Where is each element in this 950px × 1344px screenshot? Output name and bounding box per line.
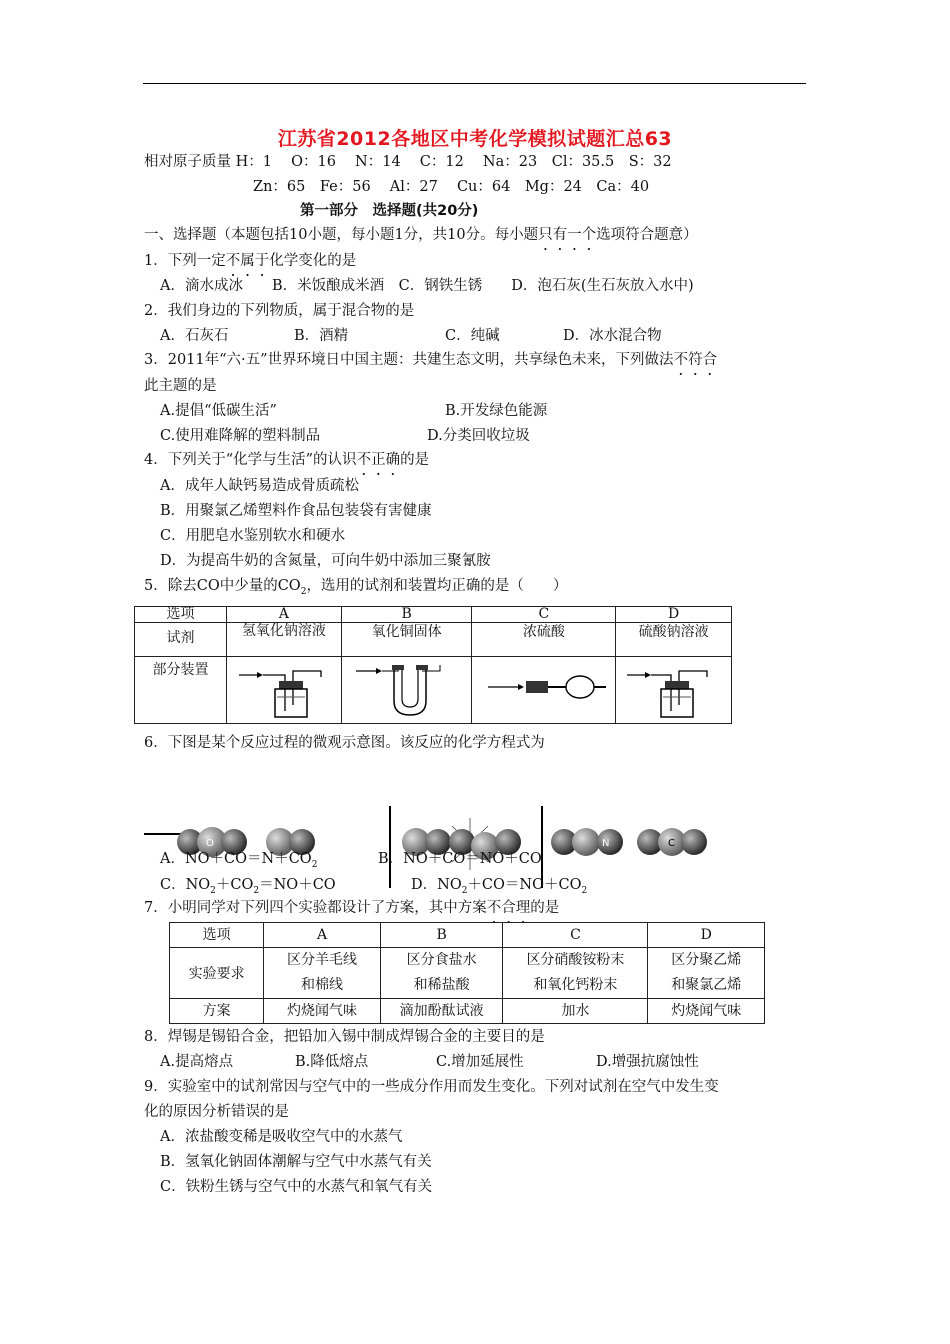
section1-intro (144, 225, 698, 245)
q7-col-c: C (503, 923, 648, 948)
q7-header-option: 选项 (170, 923, 264, 948)
q7-plan-a: 灼烧闻气味 (264, 999, 381, 1024)
q2-option-b: B．酒精 (294, 328, 349, 344)
q5-device-d (616, 657, 732, 724)
q9-option-c: C．铁粉生锈与空气中的水蒸气和氧气有关 (160, 1179, 433, 1195)
q1-options: A．滴水成冰 B．米饭酿成米酒 C．钢铁生锈 D．泡石灰(生石灰放入水中) (160, 278, 694, 294)
part1-heading: 第一部分 选择题(共20分) (300, 203, 479, 219)
q7-stem-a: 7．小明同学对下列四个实验都设计了方案，其中方案 (144, 900, 487, 916)
q7-col-a: A (264, 923, 381, 948)
q9-stem-1: 9．实验室中的试剂常因与空气中的一些成分作用而发生变化。下列对试剂在空气中发生变 (144, 1079, 719, 1095)
q4-option-a: A．成年人缺钙易造成骨质疏松 (160, 478, 359, 494)
q5-row-reagent-label: 试剂 (135, 623, 227, 657)
q3-option-b: B.开发绿色能源 (445, 403, 548, 419)
q5-col-d: D (616, 607, 732, 623)
section1-intro-b: 选项符合题意） (596, 227, 698, 243)
q7-req-c-1: 区分硝酸铵粉末 (526, 952, 625, 968)
q6-option-d (411, 875, 587, 901)
q6-d-post: ＋CO＝NO＋CO (467, 877, 582, 893)
emphasis-char: 一 (567, 227, 582, 243)
q7-table (169, 922, 765, 1024)
q6-d-sub2: 2 (581, 885, 588, 896)
q8-option-d: D.增强抗腐蚀性 (596, 1054, 699, 1070)
q7-req-b (380, 948, 503, 999)
q7-stem (144, 898, 559, 918)
emphasis-char: 合 (501, 900, 516, 916)
q6-c-pre: C．NO (160, 877, 211, 893)
emphasis-char: 于 (254, 253, 270, 269)
q5-device-b (341, 657, 472, 724)
q7-req-d-1: 区分聚乙烯 (671, 952, 742, 968)
emphasis-char: 不 (225, 253, 241, 269)
gas-washing-bottle-icon (229, 657, 339, 719)
page-title: 江苏省2012各地区中考化学模拟试题汇总63 (277, 128, 673, 150)
emphasis-char: 个 (581, 227, 597, 243)
q7-req-d-2: 和聚氯乙烯 (671, 977, 742, 993)
q4-stem-dots (357, 452, 401, 468)
q7-col-d: D (648, 923, 765, 948)
header-rule (143, 83, 806, 84)
q2-option-c: C．纯碱 (445, 328, 500, 344)
q5-stem-a: 5．除去CO中少量的CO (144, 578, 301, 594)
q6-option-b: B．NO＋CO＝NO＋CO (378, 851, 542, 867)
q7-plan-c: 加水 (503, 999, 648, 1024)
q7-req-a (264, 948, 381, 999)
q9-stem-2: 化的原因分析错误的是 (144, 1104, 289, 1120)
q2-option-a: A．石灰石 (160, 328, 229, 344)
q7-plan-b: 滴加酚酞试液 (380, 999, 503, 1024)
q3-stem-a: 3．2011年“六·五”世界环境日中国主题：共建生态文明，共享绿色未来，下列做法 (144, 352, 674, 368)
section1-intro-dots (538, 227, 596, 243)
drying-tube-icon (474, 657, 614, 719)
q2-stem: 2．我们身边的下列物质，属于混合物的是 (144, 303, 415, 319)
emphasis-char: 属 (240, 253, 255, 269)
q5-reagent-d: 硫酸钠溶液 (616, 623, 732, 657)
emphasis-char: 确 (385, 452, 401, 468)
q7-req-c-2: 和氧化钙粉末 (533, 977, 618, 993)
q6-option-a (160, 849, 317, 875)
q5-table (134, 606, 732, 724)
q5-device-c (472, 657, 616, 724)
q5-reagent-a: 氢氧化钠溶液 (226, 623, 341, 657)
q5-stem-sub: 2 (300, 586, 307, 597)
q6-option-a-sub: 2 (311, 859, 318, 870)
q5-reagent-b: 氧化铜固体 (341, 623, 472, 657)
q3-option-a: A.提倡“低碳生活” (160, 403, 277, 419)
q5-device-a (226, 657, 341, 724)
q5-row-device-label: 部分装置 (135, 657, 227, 724)
q3-stem-cont: 此主题的是 (144, 378, 217, 394)
q5-stem-b: ，选用的试剂和装置均正确的是（ ） (306, 578, 568, 594)
q3-option-d: D.分类回收垃圾 (427, 428, 530, 444)
q6-stem: 6．下图是某个反应过程的微观示意图。该反应的化学方程式为 (144, 735, 545, 751)
q1-stem-b: 化学变化的是 (269, 253, 357, 269)
q4-option-b: B．用聚氯乙烯塑料作食品包装袋有害健康 (160, 503, 432, 519)
q4-option-d: D．为提高牛奶的含氮量，可向牛奶中添加三聚氰胺 (160, 553, 491, 569)
q4-stem-b: 的是 (400, 452, 430, 468)
q7-stem-b: 的是 (530, 900, 560, 916)
emphasis-char: 正 (371, 452, 386, 468)
q7-req-a-1: 区分羊毛线 (287, 952, 358, 968)
q4-stem (144, 450, 429, 470)
emphasis-char: 不 (486, 900, 502, 916)
q7-plan-d: 灼烧闻气味 (648, 999, 765, 1024)
section1-intro-emphasis (538, 227, 596, 243)
q7-req-d (648, 948, 765, 999)
u-tube-icon (344, 657, 470, 719)
q4-stem-a: 4．下列关于“化学与生活”的认识 (144, 452, 357, 468)
q5-col-a: A (226, 607, 341, 623)
atom-label-o: O (206, 838, 214, 849)
q9-option-a: A．浓盐酸变稀是吸收空气中的水蒸气 (160, 1129, 403, 1145)
emphasis-char: 符 (688, 352, 703, 368)
q6-option-a-text: A．NO＋CO＝N＋CO (160, 851, 312, 867)
q5-reagent-c: 浓硫酸 (472, 623, 616, 657)
q6-option-c (160, 875, 336, 901)
q8-option-a: A.提高熔点 (160, 1054, 234, 1070)
atom-label-n: N (602, 838, 610, 849)
q7-row-plan-label: 方案 (170, 999, 264, 1024)
q7-row-req-label: 实验要求 (170, 948, 264, 999)
q7-req-b-1: 区分食盐水 (406, 952, 477, 968)
atomic-mass-line-1: 相对原子质量 H：1 O：16 N：14 C：12 Na：23 Cl：35.5 S：32 (144, 154, 672, 170)
q6-c-sub2: 2 (253, 885, 260, 896)
q4-option-c: C．用肥皂水鉴别软水和硬水 (160, 528, 346, 544)
atomic-mass-line-2: Zn：65 Fe：56 Al：27 Cu：64 Mg：24 Ca：40 (253, 179, 650, 195)
q6-c-post: ＝NO＋CO (259, 877, 336, 893)
q5-col-c: C (472, 607, 616, 623)
q8-stem: 8．焊锡是锡铅合金，把铅加入锡中制成焊锡合金的主要目的是 (144, 1029, 545, 1045)
q3-stem (144, 350, 717, 370)
q5-header-option: 选项 (135, 607, 227, 623)
q8-option-c: C.增加延展性 (436, 1054, 524, 1070)
gas-washing-bottle-icon (619, 657, 729, 719)
q9-option-b: B．氢氧化钠固体潮解与空气中水蒸气有关 (160, 1154, 432, 1170)
q1-stem-a: 1．下列一定 (144, 253, 226, 269)
q1-stem-dots (226, 253, 270, 269)
q6-d-sub1: 2 (461, 885, 468, 896)
emphasis-char: 理 (515, 900, 531, 916)
emphasis-char: 合 (702, 352, 718, 368)
q2-option-d: D．冰水混合物 (563, 328, 662, 344)
q3-option-c: C.使用难降解的塑料制品 (160, 428, 321, 444)
q7-col-b: B (380, 923, 503, 948)
emphasis-char: 不 (356, 452, 372, 468)
q6-d-pre: D．NO (411, 877, 462, 893)
q7-req-c (503, 948, 648, 999)
emphasis-char: 有 (552, 227, 568, 243)
emphasis-char: 只 (538, 227, 553, 243)
q7-req-b-2: 和稀盐酸 (413, 977, 470, 993)
atom-label-c: C (668, 838, 675, 849)
q8-option-b: B.降低熔点 (295, 1054, 369, 1070)
q5-col-b: B (341, 607, 472, 623)
q7-req-a-2: 和棉线 (301, 977, 344, 993)
q7-stem-dots (487, 900, 531, 916)
q1-stem (144, 251, 356, 271)
q6-c-mid: ＋CO (215, 877, 254, 893)
emphasis-char: 不 (673, 352, 689, 368)
q6-c-sub1: 2 (210, 885, 216, 896)
q3-stem-dots (674, 352, 718, 368)
section1-intro-a: 一、选择题（本题包括10小题，每小题1分，共10分。每小题 (144, 227, 539, 243)
q5-stem (144, 576, 567, 602)
